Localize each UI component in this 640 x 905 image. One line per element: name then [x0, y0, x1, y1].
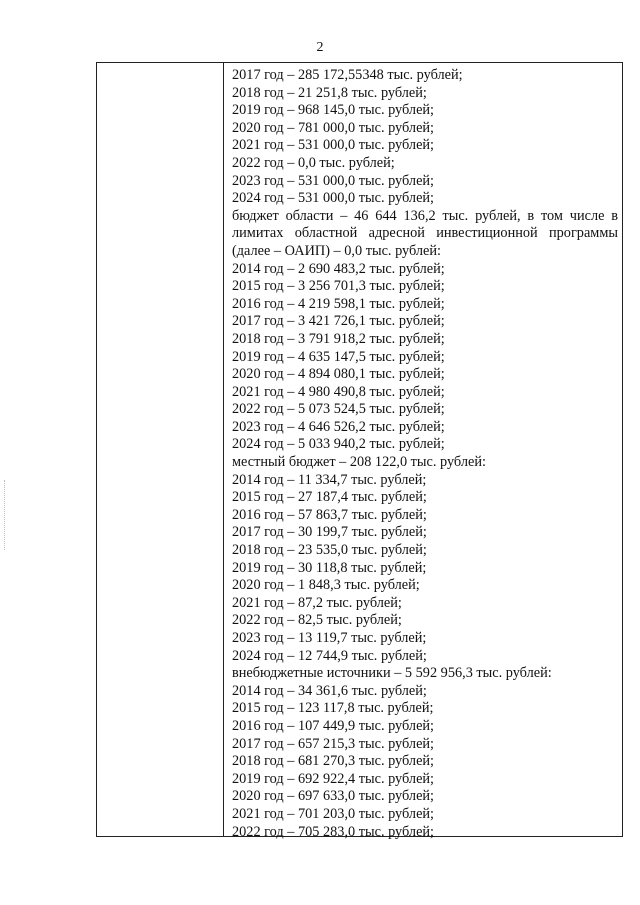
text-line: 2021 год – 701 203,0 тыс. рублей;	[232, 805, 435, 822]
text-line: 2019 год – 4 635 147,5 тыс. рублей;	[232, 348, 445, 365]
text-line: 2024 год – 531 000,0 тыс. рублей;	[232, 190, 435, 207]
text-line: лимитах областной адресной инвестиционной программы	[232, 225, 618, 242]
text-line: 2021 год – 87,2 тыс. рублей;	[232, 594, 402, 611]
margin-mark	[4, 480, 7, 550]
text-line: 2014 год – 11 334,7 тыс. рублей;	[232, 471, 427, 488]
text-line: 2017 год – 3 421 726,1 тыс. рублей;	[232, 313, 445, 330]
text-line: 2022 год – 0,0 тыс. рублей;	[232, 154, 395, 171]
funding-table	[96, 62, 623, 840]
text-line: 2023 год – 4 646 526,2 тыс. рублей;	[232, 418, 445, 435]
text-line: 2019 год – 968 145,0 тыс. рублей;	[232, 102, 435, 119]
text-line: 2021 год – 531 000,0 тыс. рублей;	[232, 137, 435, 154]
text-line: 2016 год – 107 449,9 тыс. рублей;	[232, 717, 435, 734]
text-line: 2022 год – 82,5 тыс. рублей;	[232, 612, 402, 629]
text-line: 2017 год – 657 215,3 тыс. рублей;	[232, 735, 435, 752]
text-line: (далее – ОАИП) – 0,0 тыс. рублей:	[232, 242, 442, 259]
table-left-cell	[97, 63, 224, 836]
text-line: 2019 год – 30 118,8 тыс. рублей;	[232, 559, 427, 576]
text-line: 2018 год – 3 791 918,2 тыс. рублей;	[232, 330, 445, 347]
text-line: 2018 год – 681 270,3 тыс. рублей;	[232, 753, 435, 770]
text-line: 2021 год – 4 980 490,8 тыс. рублей;	[232, 383, 445, 400]
text-line: 2020 год – 781 000,0 тыс. рублей;	[232, 119, 435, 136]
text-line: 2019 год – 692 922,4 тыс. рублей;	[232, 770, 435, 787]
text-line: 2020 год – 4 894 080,1 тыс. рублей;	[232, 366, 445, 383]
text-line: 2023 год – 13 119,7 тыс. рублей;	[232, 630, 427, 646]
text-line-local-budget: местный бюджет – 208 122,0 тыс. рублей:	[232, 454, 486, 471]
text-line: 2016 год – 57 863,7 тыс. рублей;	[232, 506, 427, 523]
text-line: 2015 год – 123 117,8 тыс. рублей;	[232, 700, 434, 717]
page-number: 2	[316, 40, 324, 55]
text-line: 2022 год – 5 073 524,5 тыс. рублей;	[232, 401, 445, 418]
text-line: 2015 год – 3 256 701,3 тыс. рублей;	[232, 278, 445, 295]
text-line: 2014 год – 2 690 483,2 тыс. рублей;	[232, 260, 445, 277]
text-line: 2023 год – 531 000,0 тыс. рублей;	[232, 172, 435, 189]
text-line: 2014 год – 34 361,6 тыс. рублей;	[232, 682, 427, 699]
text-line: 2017 год – 30 199,7 тыс. рублей;	[232, 524, 427, 541]
text-line-extrabudgetary: внебюджетные источники – 5 592 956,3 тыс. рублей:	[232, 665, 552, 682]
text-line: 2020 год – 1 848,3 тыс. рублей;	[232, 577, 420, 594]
text-line: 2015 год – 27 187,4 тыс. рублей;	[232, 489, 427, 506]
table-right-cell	[224, 63, 622, 840]
text-line: 2018 год – 23 535,0 тыс. рублей;	[232, 542, 427, 559]
text-line: 2020 год – 697 633,0 тыс. рублей;	[232, 788, 435, 805]
text-line: 2018 год – 21 251,8 тыс. рублей;	[232, 84, 427, 101]
text-line: 2024 год – 12 744,9 тыс. рублей;	[232, 647, 427, 664]
text-line: 2024 год – 5 033 940,2 тыс. рублей;	[232, 436, 445, 453]
text-line-regional-budget: бюджет области – 46 644 136,2 тыс. рублей, в том числе в	[232, 207, 618, 224]
text-line: 2017 год – 285 172,55348 тыс. рублей;	[232, 67, 463, 83]
text-line: 2022 год – 705 283,0 тыс. рублей;	[232, 823, 435, 840]
text-line: 2016 год – 4 219 598,1 тыс. рублей;	[232, 295, 445, 312]
